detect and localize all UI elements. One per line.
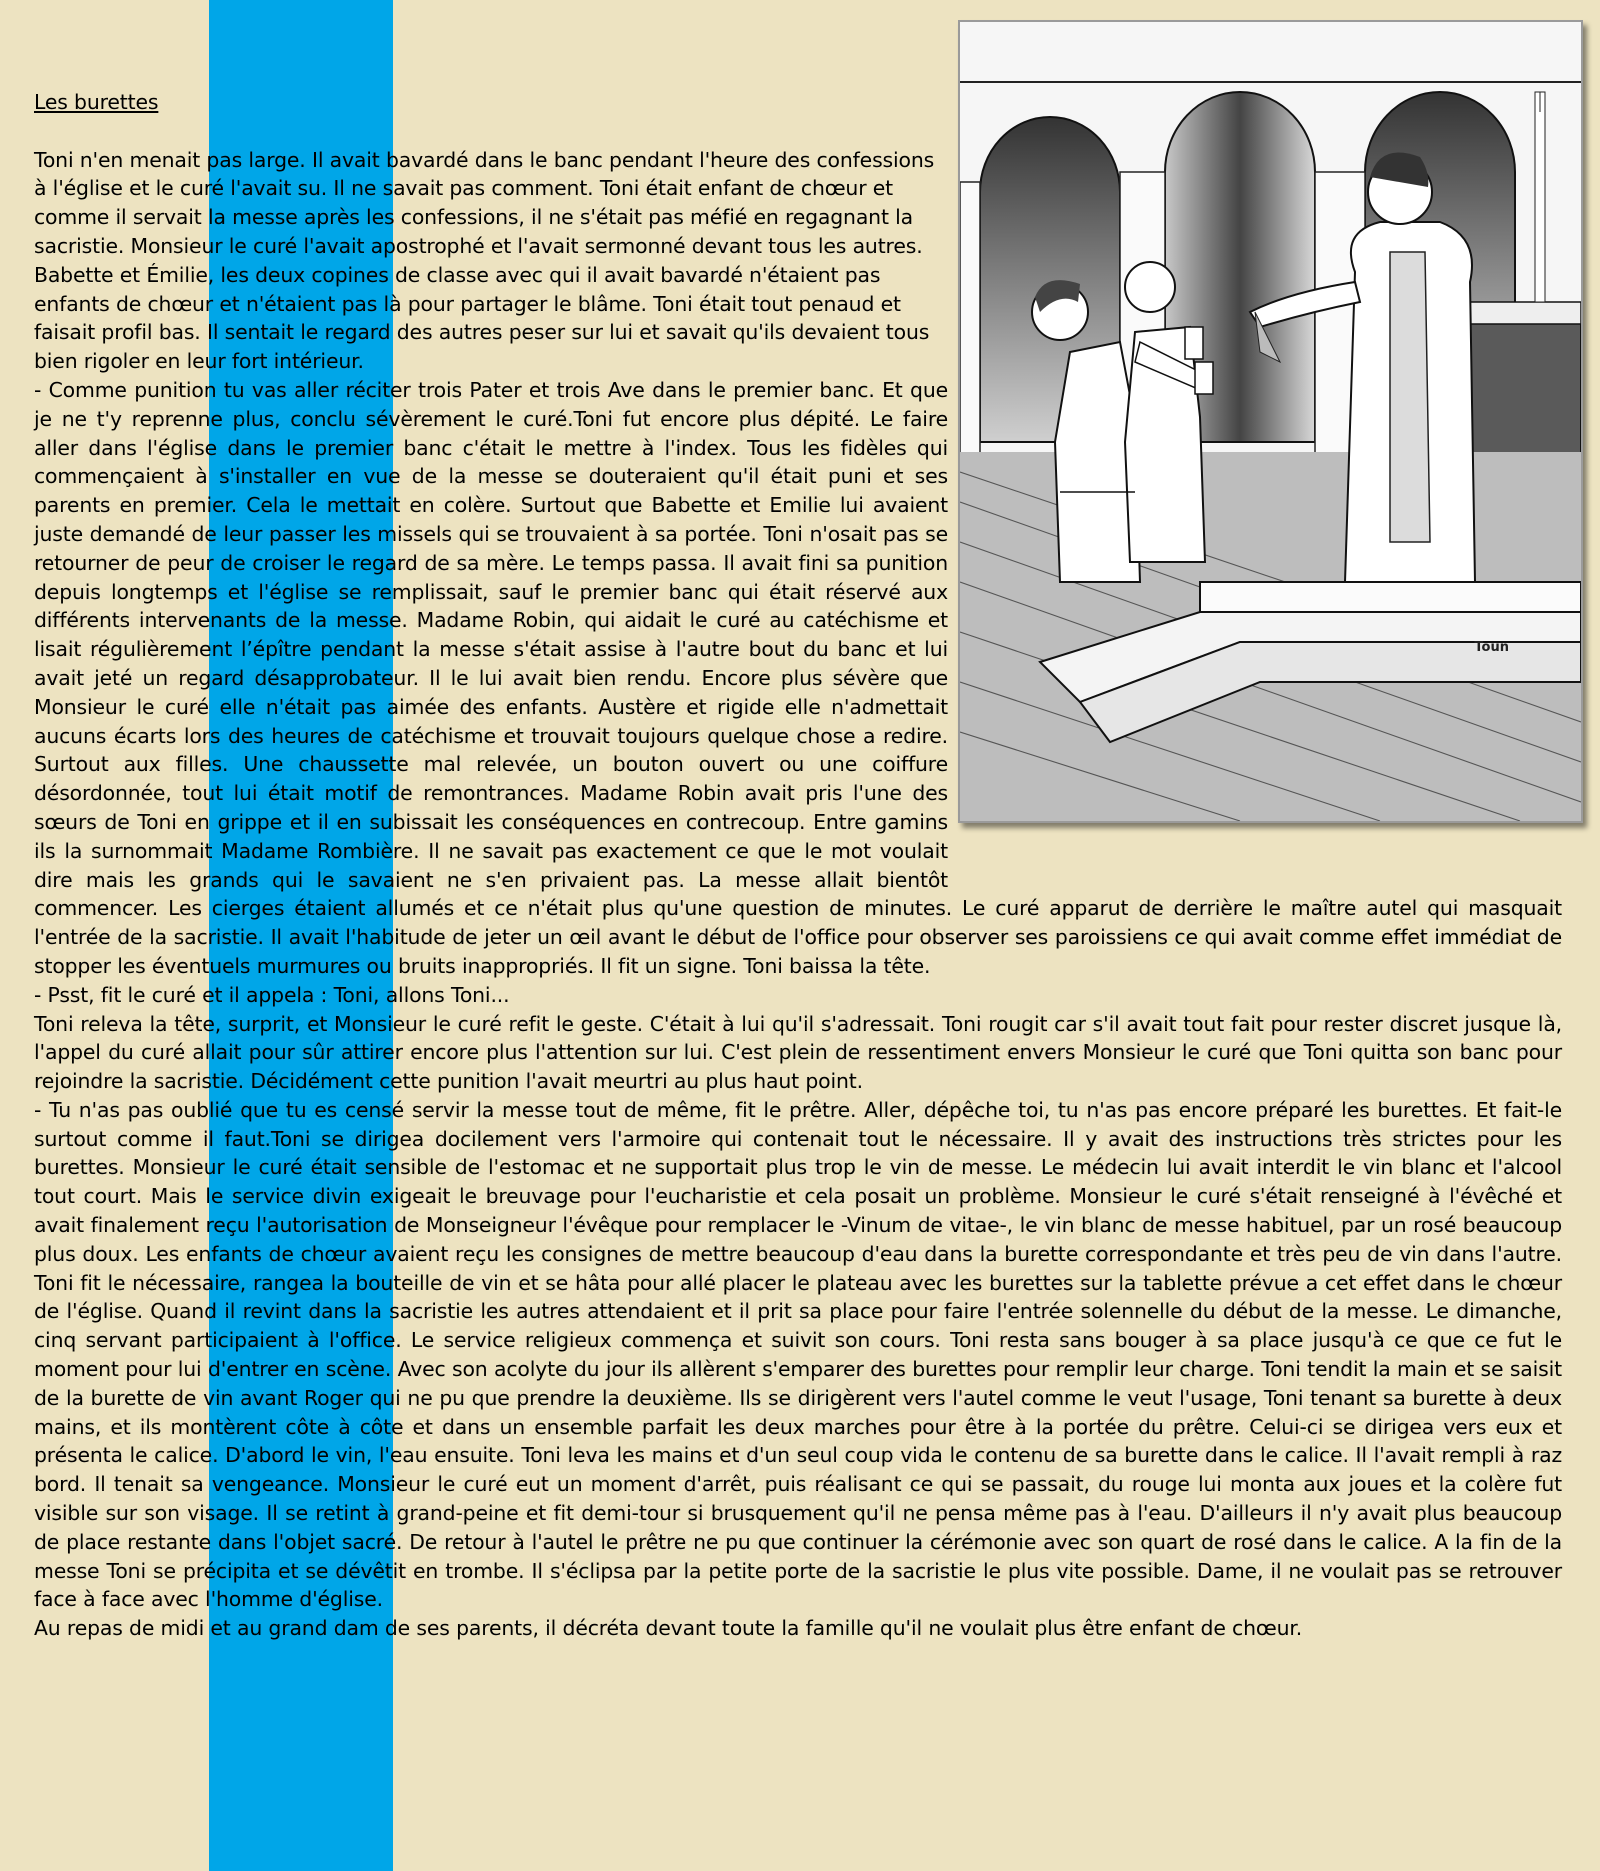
paragraph-5: - Tu n'as pas oublié que tu es censé servir la messe tout de même, fit le prêtre. Aller, dépêche toi, tu n'as pas encore préparé les burettes. Et fait-le surtout comme il faut.Toni se dirigea docilement vers l'armoire qui contenait tout le nécessaire. Il y avait des instructions très strictes pour les burettes. Monsieur le curé était sensible de l'estomac et ne supportait plus trop le vin de messe. Le médecin lui avait interdit le vin blanc et l'alcool tout court. Mais le service divin exigeait le breuvage pour l'eucharistie et cela posait un problème. Monsieur le curé s'était renseigné à l'évêché et avait finalement reçu l'autorisation de Monseigneur l'évêque pour remplacer le -Vinum de vitae-, le vin blanc de messe habituel, par un rosé beaucoup plus doux. Les enfants de chœur avaient reçu les consignes de mettre beaucoup d'eau dans la burette correspondante et très peu de vin dans l'autre. Toni fit le nécessaire, rangea la bouteille de vin et se hâta pour allé placer le plateau avec les burettes sur la tablette prévue a cet effet dans le chœur de l'église. Quand il revint dans la sacristie les autres attendaient et il prit sa place pour faire l'entrée solennelle du début de la messe. Le dimanche, cinq servant participaient à l'office. Le service religieux commença et suivit son cours. Toni resta sans bouger à sa place jusqu'à ce que ce fut le moment pour lui d'entrer en scène. Avec son acolyte du jour ils allèrent s'emparer des burettes pour remplir leur charge. Toni tendit la main et se saisit de la burette de vin avant Roger qui ne pu que prendre la deuxième. Ils se dirigèrent vers l'autel comme le veut l'usage, Toni tenant sa burette à deux mains, et ils montèrent côte à côte et dans un ensemble parfait les deux marches pour être à la portée du prêtre. Celui-ci se dirigea vers eux et présenta le calice. D'abord le vin, l'eau ensuite. Toni leva les mains et d'un seul coup vida le contenu de sa burette dans le calice. Il l'avait rempli à raz bord. Il tenait sa vengeance. Monsieur le curé eut un moment d'arrêt, puis réalisant ce qui se passait, du rouge lui monta aux joues et la colère fut visible sur son visage. Il se retint à grand-peine et fit demi-tour si brusquement qu'il ne pensa même pas à l'eau. D'ailleurs il n'y avait plus beaucoup de place restante dans l'objet sacré. De retour à l'autel le prêtre ne pu que continuer la cérémonie avec son quart de rosé dans le calice. A la fin de la messe Toni se précipita et se dévêtit en trombe. Il s'éclipsa par la petite porte de la sacristie le plus vite possible. Dame, il ne voulait pas se retrouver face à face avec l'homme d'église. <box>34 1097 1562 1612</box>
paragraph-6: Au repas de midi et au grand dam de ses parents, il décréta devant toute la famille qu'il ne voulait plus être enfant de chœur. <box>34 1616 1303 1641</box>
story-text <box>34 88 1562 1643</box>
story-title: Les burettes <box>34 90 159 114</box>
paragraph-3: - Psst, fit le curé et il appela : Toni, allons Toni... <box>34 982 510 1007</box>
artist-signature: Toun <box>1474 640 1509 655</box>
paragraph-4: Toni releva la tête, surprit, et Monsieur le curé refit le geste. C'était à lui qu'il s'adressait. Toni rougit car s'il avait tout fait pour rester discret jusque là, l'appel du curé allait pour sûr attirer encore plus l'attention sur lui. C'est plein de ressentiment envers Monsieur le curé que Toni quitta son banc pour rejoindre la sacristie. Décidément cette punition l'avait meurtri au plus haut point. <box>34 1011 1562 1094</box>
paragraph-2: - Comme punition tu vas aller réciter trois Pater et trois Ave dans le premier banc. Et que je ne t'y reprenne plus, conclu sévèrement le curé.Toni fut encore plus dépité. Le faire aller dans l'église dans le premier banc c'était le mettre à l'index. Tous les fidèles qui commençaient à s'installer en vue de la messe se douteraient qu'il était puni et ses parents en premier. Cela le mettait en colère. Surtout que Babette et Emilie lui avaient juste demandé de leur passer les missels qui se trouvaient à sa portée. Toni n'osait pas se retourner de peur de croiser le regard de sa mère. Le temps passa. Il avait fini sa punition depuis longtemps et l'église se remplissait, sauf le premier banc qui était réservé aux différents intervenants de la messe. Madame Robin, qui aidait le curé au catéchisme et lisait régulièrement l’épître pendant la messe s'était assise à l'autre bout du banc et lui avait jeté un regard désapprobateur. Il le lui avait bien rendu. Encore plus sévère que Monsieur le curé elle n'était pas aimée des enfants. Austère et rigide elle n'admettait aucuns écarts lors des heures de catéchisme et trouvait toujours quelque chose a redire. Surtout aux filles. Une chaussette mal relevée, un bouton ouvert ou une coiffure désordonnée, tout lui était motif de remontrances. Madame Robin avait pris l'une des sœurs de Toni en grippe et il en subissait les conséquences en contrecoup. Entre gamins ils la surnommait Madame Rombière. Il ne savait pas exactement ce que le mot voulait dire mais les grands qui le savaient ne s'en privaient pas. La messe allait bientôt commencer. Les cierges étaient allumés et ce n'était plus qu'une question de minutes. Le curé apparut de derrière le maître autel qui masquait l'entrée de la sacristie. Il avait l'habitude de jeter un œil avant le début de l'office pour observer ses paroissiens ce qui avait comme effet immédiat de stopper les éventuels murmures ou bruits inappropriés. Il fit un signe. Toni baissa la tête. <box>34 377 1562 978</box>
paragraph-1: Toni n'en menait pas large. Il avait bavardé dans le banc pendant l'heure des confessions à l'église et le curé l'avait su. Il ne savait pas comment. Toni était enfant de chœur et comme il servait la messe après les confessions, il ne s'était pas méfié en regagnant la sacristie. Monsieur le curé l'avait apostrophé et l'avait sermonné devant tous les autres. Babette et Émilie, les deux copines de classe avec qui il avait bavardé n'étaient pas enfants de chœur et n'étaient pas là pour partager le blâme. Toni était tout penaud et faisait profil bas. Il sentait le regard des autres peser sur lui et savait qu'ils devaient tous bien rigoler en leur fort intérieur. <box>34 147 935 374</box>
figure-spacer <box>948 88 1562 868</box>
